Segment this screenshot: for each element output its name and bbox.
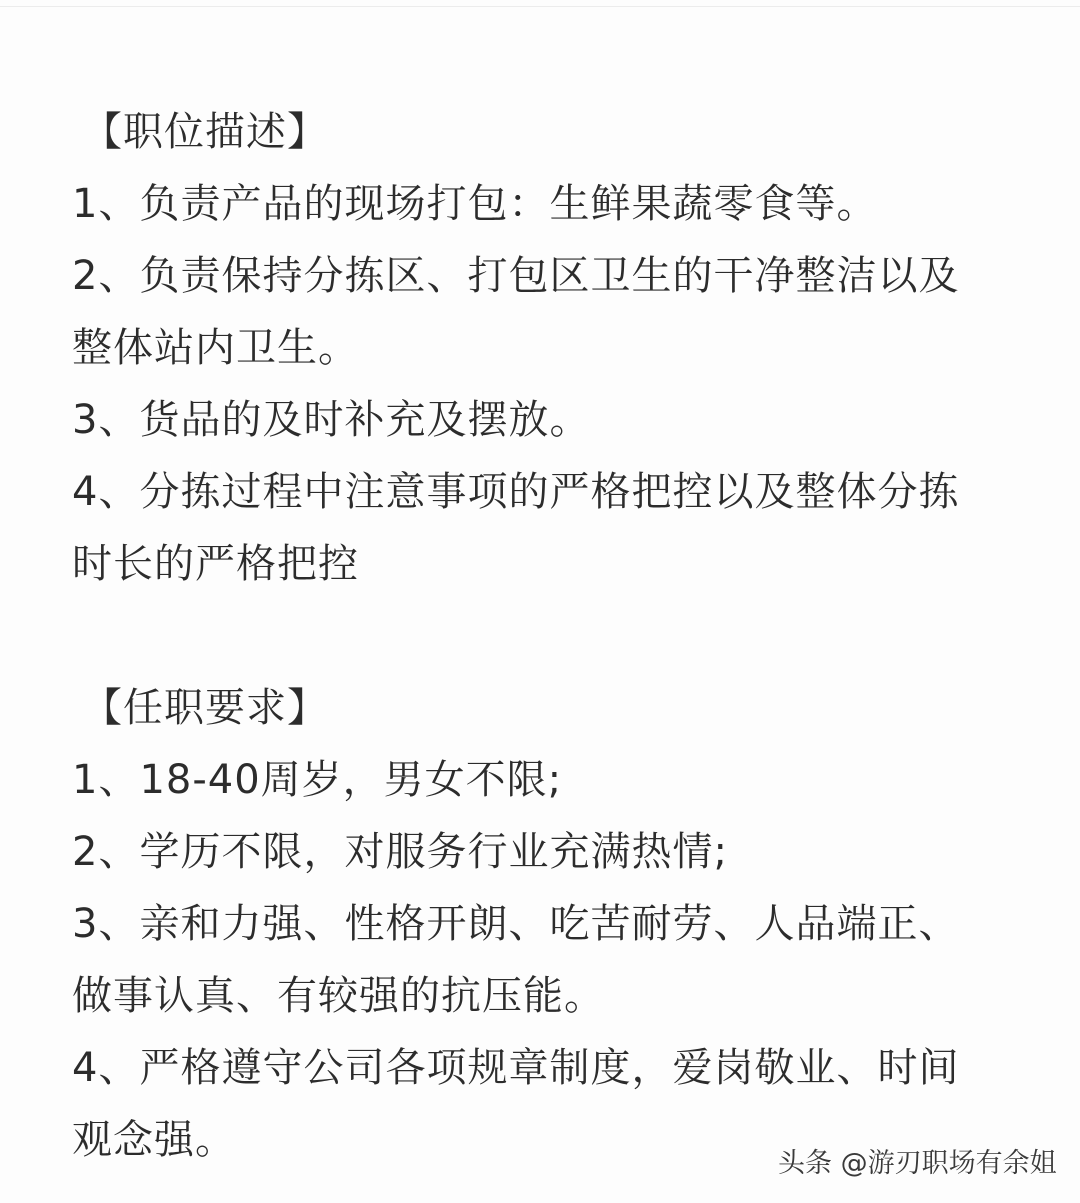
requirements-line: 1、18-40周岁，男女不限; — [72, 757, 563, 803]
job-description-line: 3、货品的及时补充及摆放。 — [72, 397, 591, 443]
job-description-line: 时长的严格把控 — [72, 541, 359, 587]
section-spacer — [72, 600, 1012, 672]
job-posting-text — [72, 96, 1012, 1176]
requirements-line: 做事认真、有较强的抗压能。 — [72, 973, 605, 1019]
job-description-line: 1、负责产品的现场打包：生鲜果蔬零食等。 — [72, 181, 878, 227]
job-description-heading: 【职位描述】 — [82, 109, 328, 155]
source-watermark: 头条 @游刃职场有余姐 — [778, 1148, 1057, 1179]
top-divider — [0, 0, 1080, 7]
job-description-line: 4、分拣过程中注意事项的严格把控以及整体分拣 — [72, 469, 960, 515]
job-description-line: 整体站内卫生。 — [72, 325, 359, 371]
requirements-line: 3、亲和力强、性格开朗、吃苦耐劳、人品端正、 — [72, 901, 960, 947]
requirements-line: 2、学历不限，对服务行业充满热情; — [72, 829, 728, 875]
requirements-heading: 【任职要求】 — [82, 685, 328, 731]
job-description-line: 2、负责保持分拣区、打包区卫生的干净整洁以及 — [72, 253, 960, 299]
requirements-line: 观念强。 — [72, 1117, 236, 1163]
requirements-line: 4、严格遵守公司各项规章制度，爱岗敬业、时间 — [72, 1045, 960, 1091]
